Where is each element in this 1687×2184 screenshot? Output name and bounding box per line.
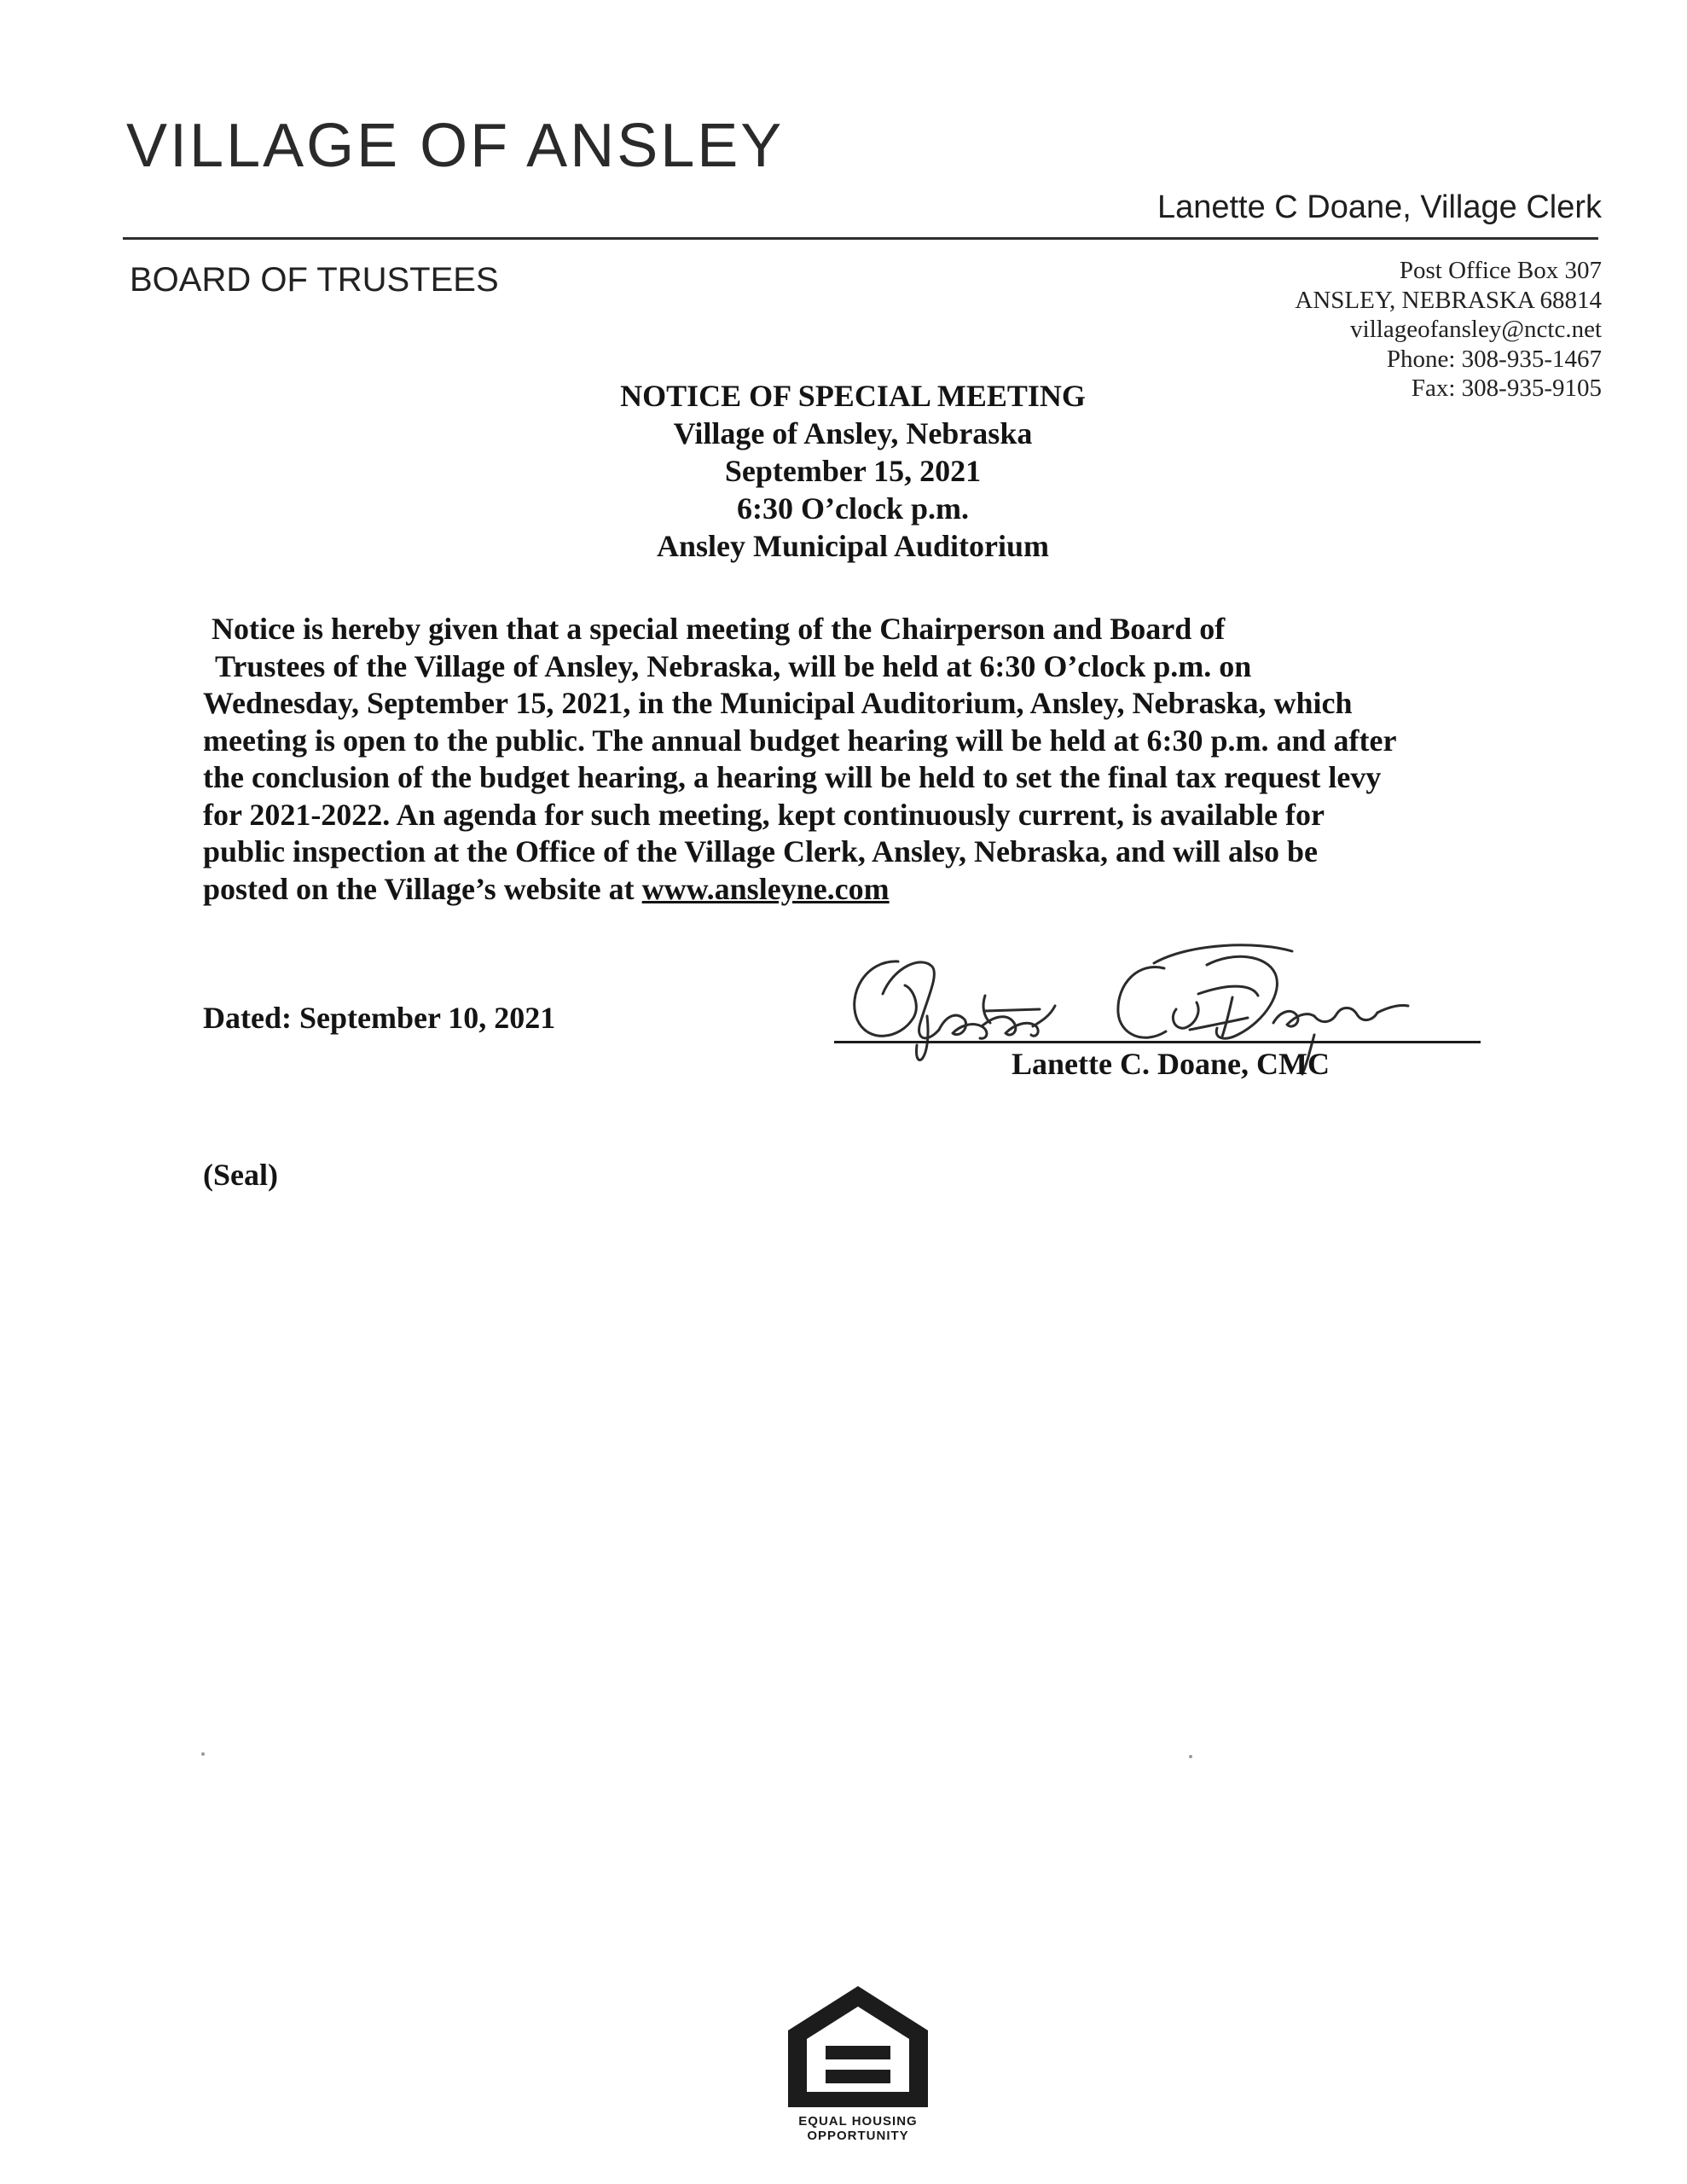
notice-time: 6:30 O’clock p.m. [737,491,969,526]
equal-housing-line: EQUAL HOUSING [798,2114,918,2129]
body-line: the conclusion of the budget hearing, a hearing will be held to set the final tax request levy [203,760,1382,794]
body-line: public inspection at the Office of the Village Clerk, Ansley, Nebraska, and will also be [203,834,1319,868]
notice-date: September 15, 2021 [724,454,982,488]
dated-line: Dated: September 10, 2021 [203,1001,556,1035]
contact-address [1295,256,1602,404]
body-line: for 2021-2022. An agenda for such meeting, kept continuously current, is available for [203,797,1325,832]
board-of-trustees: BOARD OF TRUSTEES [130,261,499,299]
address-fax: Fax: 308-935-9105 [1411,375,1602,402]
address-po-box: Post Office Box 307 [1399,257,1602,284]
address-city: ANSLEY, NEBRASKA 68814 [1295,286,1602,314]
scan-speck [1189,1755,1192,1758]
signature-name: Lanette C. Doane, CMC [1012,1047,1330,1081]
body-line: Wednesday, September 15, 2021, in the Municipal Auditorium, Ansley, Nebraska, which [203,686,1353,720]
notice-title: NOTICE OF SPECIAL MEETING [620,379,1086,413]
website-link[interactable]: www.ansleyne.com [641,871,890,906]
scan-speck [201,1752,205,1756]
address-email: villageofansley@nctc.net [1350,316,1602,343]
address-phone: Phone: 308-935-1467 [1386,345,1602,373]
header-divider [123,237,1598,240]
body-line: Trustees of the Village of Ansley, Nebraska, will be held at 6:30 O’clock p.m. on [215,648,1252,683]
equal-housing-caption [773,2114,943,2143]
body-line: posted on the Village’s website at [203,871,635,906]
notice-heading [512,377,1194,565]
body-line: meeting is open to the public. The annual budget hearing will be held at 6:30 p.m. and after [203,723,1397,758]
seal-label: (Seal) [203,1158,278,1192]
body-line: Notice is hereby given that a special meeting of the Chairperson and Board of [212,612,1226,646]
notice-body [203,611,1448,908]
notice-venue: Ansley Municipal Auditorium [656,529,1050,563]
notice-location: Village of Ansley, Nebraska [673,416,1033,450]
clerk-name: Lanette C Doane, Village Clerk [1157,189,1602,225]
body-line-website [203,871,1448,909]
village-title: VILLAGE OF ANSLEY [126,112,785,180]
signature-line [834,1041,1481,1043]
equal-housing-line: OPPORTUNITY [807,2129,909,2143]
